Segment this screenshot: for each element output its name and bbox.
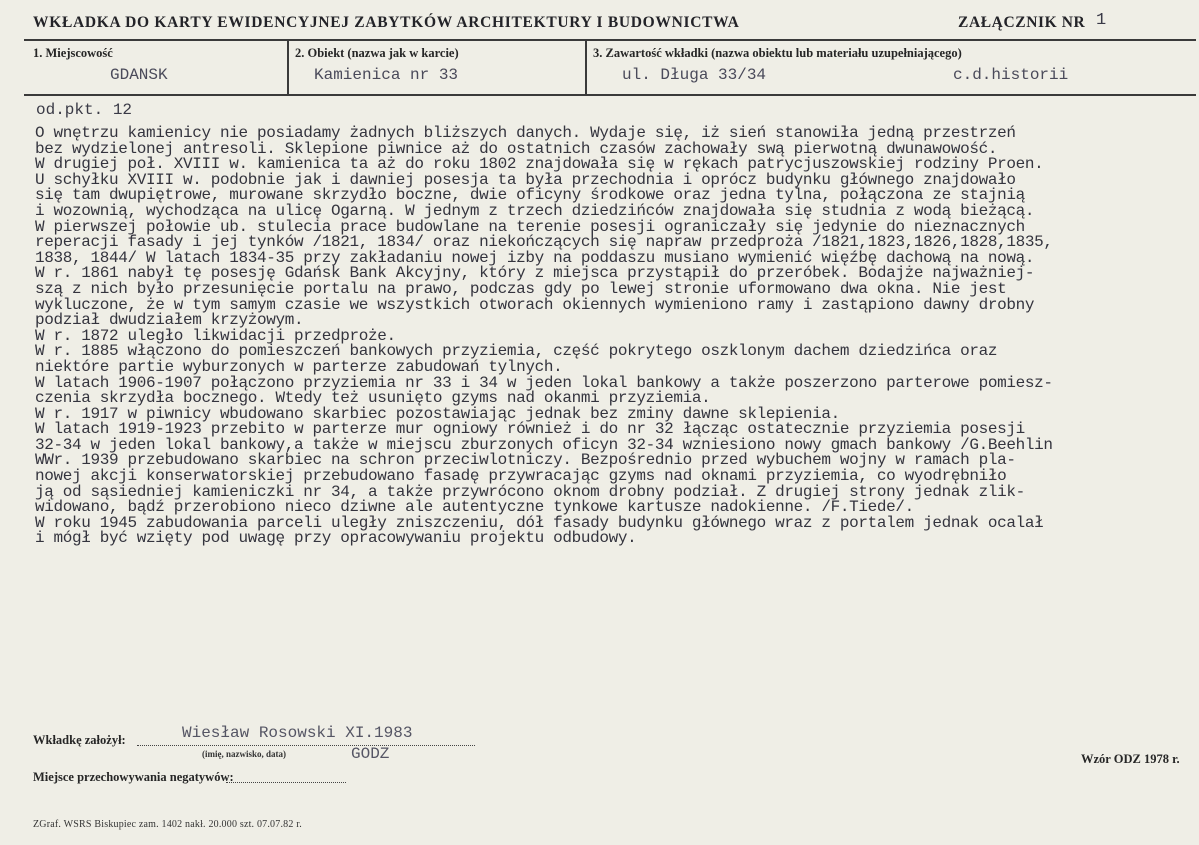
field-divider-2 xyxy=(585,39,587,95)
text-line: W r. 1872 uległo likwidacji przedproże. xyxy=(35,326,396,345)
text-line: W latach 1906-1907 połączono przyziemia nr 33 i 34 w jeden lokal bankowy a także poszerzono parterowe pomiesz- xyxy=(35,373,1053,392)
text-line: O wnętrzu kamienicy nie posiadamy żadnych bliższych danych. Wydaje się, iż sień stanowiła jedną przestrzeń xyxy=(35,124,1016,142)
locality-label: 1. Miejscowość xyxy=(33,46,113,60)
text-line: wykluczone, że w tym samym czasie we wszystkich otworach okiennych wymieniono ramy i zastąpiono dawny drobny xyxy=(35,295,1035,314)
text-line: 1838, 1844/ W latach 1834-35 przy zakładaniu nowej izby na poddaszu musiano wymienić więźbę dachową na nową. xyxy=(35,248,1035,267)
text-line: WWr. 1939 przebudowano skarbiec na schron przeciwlotniczy. Bezpośrednio przed wybuchem wojny w ramach pla- xyxy=(35,451,1016,470)
text-line: i mógł być wzięty pod uwagę przy opracowywaniu projektu odbudowy. xyxy=(35,529,637,548)
text-line: W latach 1919-1923 przebito w parterze mur ogniowy również i do nr 32 łącząc ostatecznie przyziemia posesji xyxy=(35,420,1025,439)
header-divider xyxy=(24,39,1196,41)
text-line: W r. 1917 w piwnicy wbudowano skarbiec pozostawiając jednak bez zminy dawne sklepienia. xyxy=(35,404,840,423)
text-line: czenia skrzydła bocznego. Wtedy też usunięto gzyms nad okanmi przyziemia. xyxy=(35,389,711,408)
founder-caption: (imię, nazwisko, data) xyxy=(202,749,286,759)
text-line: W r. 1885 włączono do pomieszczeń bankowych przyziemia, część pokrytego oszklonym dachem dziedzińca oraz xyxy=(35,342,998,361)
text-line: reperacji fasady i jej tynków /1821, 1834/ oraz niekończących się napraw przedproża /1821,1823,1826,1828,1835, xyxy=(35,233,1053,252)
institution-value: GODZ xyxy=(351,745,390,763)
text-line: W pierwszej połowie ub. stulecia prace budowlane na terenie posesji ograniczały się jedynie do nieznacznych xyxy=(35,217,1025,236)
section-reference: od.pkt. 12 xyxy=(36,101,133,119)
text-line: W roku 1945 zabudowania parceli uległy zniszczeniu, dół fasady budynku głównego wraz z portalem jednak ocalał xyxy=(35,513,1044,532)
storage-label: Miejsce przechowywania negatywów: xyxy=(33,770,234,784)
object-label: 2. Obiekt (nazwa jak w karcie) xyxy=(295,46,459,60)
content-topic-value: c.d.historii xyxy=(953,66,1069,84)
text-line: nowej akcji konserwatorskiej przebudowano fasadę przywracając gzyms nad oknami przyziemia, co wyodrębniło xyxy=(35,467,1007,486)
storage-dotted-line xyxy=(226,782,346,783)
text-line: widowano, bądź przerobiono nieco dziwne ale autentyczne tynkowe kartusze nadokienne. /F.Tiede/. xyxy=(35,498,914,517)
attachment-label: ZAŁĄCZNIK NR xyxy=(958,14,1086,31)
locality-value: GDANSK xyxy=(110,66,168,84)
text-line: ją od sąsiedniej kamieniczki nr 34, a także przywrócono oknom drobny podział. Z drugiej strony jednak zlik- xyxy=(35,482,1025,501)
text-line: się tam dwupiętrowe, murowane skrzydło boczne, dwie oficyny środkowe oraz jedna tylna, połączona ze stajnią xyxy=(35,186,1025,205)
object-value: Kamienica nr 33 xyxy=(314,66,459,84)
text-line: i wozownią, wychodząca na ulicę Ogarną. W jednym z trzech dziedzińców znajdowała się studnia z wodą bieżącą. xyxy=(35,201,1035,220)
attachment-number: 1 xyxy=(1096,11,1107,30)
founder-value: Wiesław Rosowski XI.1983 xyxy=(182,724,413,742)
text-line: W drugiej poł. XVIII w. kamienica ta aż do roku 1802 znajdowała się w rękach patrycjuszowskiej rodziny Proen. xyxy=(35,155,1044,174)
content-label: 3. Zawartość wkładki (nazwa obiektu lub materiału uzupełniającego) xyxy=(593,46,962,60)
fields-bottom-divider xyxy=(24,94,1196,96)
founder-label: Wkładkę założył: xyxy=(33,733,126,747)
text-line: bez wydzielonej antresoli. Sklepione piwnice aż do ostatnich czasów zachowały swą pierwotną dwunawowość. xyxy=(35,139,998,158)
text-line: U schyłku XVIII w. podobnie jak i dawniej posesja ta była przechodnia i oprócz budynku głównego znajdowało xyxy=(35,170,1016,189)
text-line: szą z nich było przesunięcie portalu na prawo, podczas gdy po lewej stronie uformowano dwa okna. Nie jest xyxy=(35,279,1007,298)
history-text xyxy=(35,126,1175,547)
card-title: WKŁADKA DO KARTY EWIDENCYJNEJ ZABYTKÓW ARCHITEKTURY I BUDOWNICTWA xyxy=(33,14,740,31)
template-note: Wzór ODZ 1978 r. xyxy=(1081,752,1180,766)
text-line: podział dwudziałem krzyżowym. xyxy=(35,311,304,330)
field-divider-1 xyxy=(287,39,289,95)
text-line: 32-34 w jeden lokal bankowy,a także w miejscu zburzonych oficyn 32-34 wzniesiono nowy gmach bankowy /G.Beehlin xyxy=(35,435,1053,454)
content-address-value: ul. Długa 33/34 xyxy=(622,66,767,84)
text-line: W r. 1861 nabył tę posesję Gdańsk Bank Akcyjny, który z miejsca przystąpił do przeróbek. Bodajże najważniej- xyxy=(35,264,1035,283)
printer-note: ZGraf. WSRS Biskupiec zam. 1402 nakł. 20.000 szt. 07.07.82 r. xyxy=(33,819,302,830)
text-line: niektóre partie wyburzonych w parterze zabudowań tylnych. xyxy=(35,357,563,376)
founder-dotted-line xyxy=(137,745,475,746)
